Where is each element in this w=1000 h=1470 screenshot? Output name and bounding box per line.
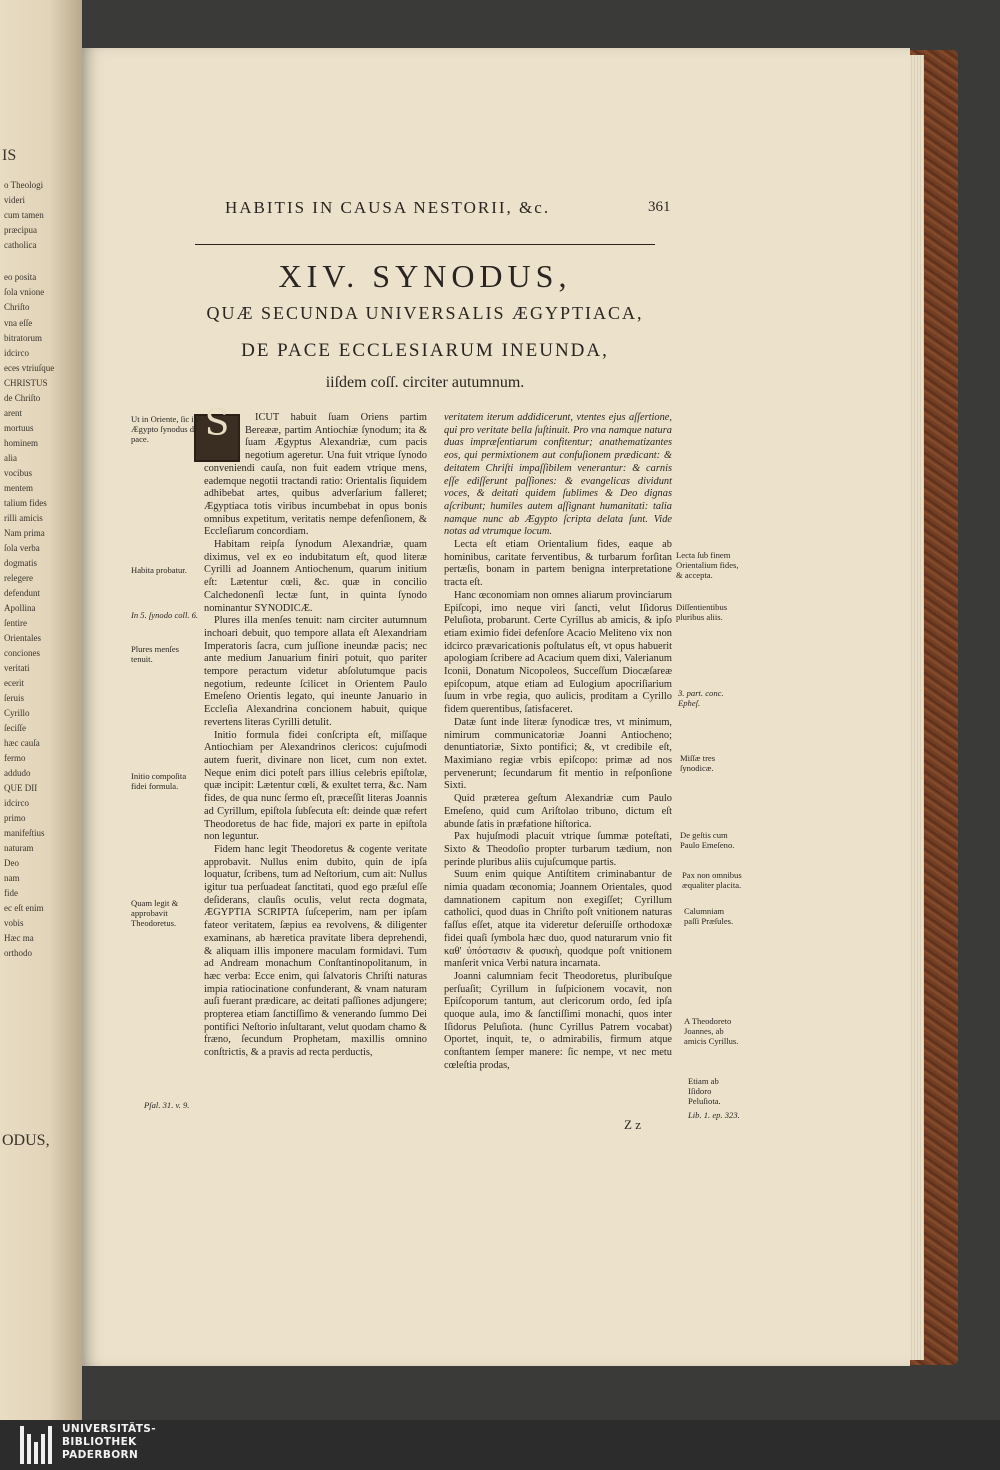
left-page-text-fragment: IS bbox=[2, 147, 17, 164]
left-page-text-fragment: vobis bbox=[4, 918, 24, 928]
left-page-edge bbox=[0, 0, 82, 1420]
left-page-text-fragment: Chriſto bbox=[4, 302, 30, 312]
left-page-text-fragment: idcirco bbox=[4, 798, 29, 808]
left-page-text-fragment: idcirco bbox=[4, 348, 29, 358]
text-column-left bbox=[204, 403, 427, 1060]
left-page-text-fragment: eo posita bbox=[4, 272, 37, 282]
left-page-text-fragment: ſeciſſe bbox=[4, 723, 26, 733]
left-page-text-fragment: cum tamen bbox=[4, 210, 44, 220]
paragraph: Hanc œconomiam non omnes aliarum provinciarum Epiſcopi, imo neque viri ſancti, velut Iſidorus Peluſiota, probarunt. Certe Cyrillus ab amicis, & ipſo etiam eximio fidei defenſore Acacio Meliteno vix non idcirco prævaricationis poſtulatus eſt, vt opus habuerit apologiam ſcribere ad Acacium quem dixi, Valerianum Iconii, Donatum Nicopoleos, Succeſſum Diocæſareæ epiſcopum, atque etiam ad Eulogium apocriſiarium ſuum in vrbe regia, quo aulicis, proditam a Cyrillo fidem querentibus, ſatisfaceret. bbox=[444, 589, 672, 716]
left-page-text-fragment: ec eſt enim bbox=[4, 903, 44, 913]
left-page-text-fragment: mortuus bbox=[4, 423, 34, 433]
left-page-text-fragment: o Theologi bbox=[4, 180, 44, 190]
running-head: HABITIS IN CAUSA NESTORII, &c. bbox=[225, 198, 551, 217]
left-page-text-fragment: hæc cauſa bbox=[4, 738, 40, 748]
paragraph: ICUT habuit ſuam Oriens partim Bereææ, partim Antiochiæ ſynodum; ita & ſuam Ægyptus Alexandriæ, cum pacis negotium ageretur. Una fuit vtrique ſynodo conveniendi cauſa, non fuit eadem vtrique mens, eademque negotii tractandi ratio: Orientalis ſiquidem adhibebat artes, quibus adverſarium falleret; Ægyptiaca totis viribus incumbebat in opus bonis omnibus expetitum, veritatis nempe defenſionem, & Eccleſiarum concordiam. bbox=[204, 412, 427, 538]
left-page-text-fragment: nam bbox=[4, 873, 20, 883]
left-page-text-fragment: catholica bbox=[4, 240, 37, 250]
paragraph: veritatem iterum addidicerunt, vtentes ejus aſſertione, qui pro veritate bella ſuſtinuit. Pro vna namque natura duas impræſentiarum confitentur; anathematizantes eos, qui permixtionem aut confuſionem prædicant: & deitatem Chriſti impaſſibilem venerantur: & carnis eſſe ediſſerunt paſſiones: & evangelicas dividunt voces, & deitati quidem ſublimes & Deo dignas aſcribunt; humiles autem aſſignant humanitati: talia namque nunc ab Ægypto ſcripta delata ſunt. Vide notas ad vtrumque locum. bbox=[444, 412, 672, 538]
left-page-text-fragment: ſeruis bbox=[4, 693, 24, 703]
left-page-text-fragment: de Chriſto bbox=[4, 393, 41, 403]
left-page-text-fragment: ODUS, bbox=[2, 1132, 50, 1149]
text-column-right bbox=[444, 412, 672, 1073]
left-page-text-fragment: ecerit bbox=[4, 678, 24, 688]
left-page-text-fragment: Cyrillo bbox=[4, 708, 30, 718]
paragraph: Initio formula fidei conſcripta eſt, miſſaque Antiochiam per Alexandrinos clericos: cujuſmodi autem fuerit, divinare non licet, cum non extet. Neque enim dici poteſt pars illius celebris epiſtolæ, quæ incipit: Lætentur cœli, & exultet terra, &c. Nam fides, de qua nunc ſermo eſt, præceſſit literas Joannis ad Cyrillum, epiſtola ſubſecuta eſt: deinde quæ refert Theodoretus de hac fide, majori ex parte in epiſtola non leguntur. bbox=[204, 729, 427, 843]
left-page-text-fragment: addudo bbox=[4, 768, 31, 778]
paragraph: Habitam reipſa ſynodum Alexandriæ, quam diximus, vel ex eo indubitatum eſt, quod literæ Cyrilli ad Joannem Antiochenum, quarum initium eſt: Lætentur cœli, &c. quæ in concilio Calchedonenſi lectæ ſunt, in quinta ſynodo nominantur SYNODICÆ. bbox=[204, 539, 427, 614]
paragraph: Quid præterea geſtum Alexandriæ cum Paulo Emeſeno, quid cum Ariſtolao tribuno, dictum eſt abunde ſatis in præfatione hiſtorica. bbox=[444, 793, 672, 830]
left-page-text-fragment: veritati bbox=[4, 663, 30, 673]
margin-note: In 5. ſynodo coll. 6. bbox=[131, 610, 199, 620]
left-page-text-fragment: dogmatis bbox=[4, 558, 37, 568]
paragraph: Plures illa menſes tenuit: nam circiter autumnum inchoari debuit, quo tempore allata eſt Alexandriam Imperatoris ſacra, cum juſſione ineundæ pacis; nec ante medium Januarium finiri potuit, quo pariter tempore peractum videtur abſolutumque pacis negotium, redeunte ſcilicet in Orientem Paulo Emeſeno Orientis legato, qui ineunte Januario in Eccleſia Alexandrina concionem habuit, quique revertens literas Cyrilli detulit. bbox=[204, 615, 427, 728]
left-page-text-fragment: alia bbox=[4, 453, 17, 463]
left-page-text-fragment: præcipua bbox=[4, 225, 37, 235]
left-page-text-fragment: Orientales bbox=[4, 633, 41, 643]
margin-note: Pſal. 31. v. 9. bbox=[144, 1100, 190, 1110]
margin-note: Initio compoſita fidei formula. bbox=[131, 771, 187, 791]
left-page-text-fragment: Nam prima bbox=[4, 528, 45, 538]
left-page-text-fragment: relegere bbox=[4, 573, 33, 583]
left-page-text-fragment: Hæc ma bbox=[4, 933, 34, 943]
margin-note: Etiam ab Iſidoro Peluſiota. bbox=[688, 1076, 721, 1106]
margin-note: Lib. 1. ep. 323. bbox=[688, 1110, 740, 1120]
margin-note: Miſſæ tres ſynodicæ. bbox=[680, 753, 716, 773]
left-page-text-fragment: QUE DII bbox=[4, 783, 38, 793]
left-page-text-fragment: fide bbox=[4, 888, 18, 898]
paragraph: Lecta eſt etiam Orientalium fides, eaque ab hominibus, caritate ferventibus, & turbarum forſitan pertæſis, bonam in partem benigna interpretatione tracta eſt. bbox=[444, 539, 672, 589]
title-line-2: QUÆ SECUNDA UNIVERSALIS ÆGYPTIACA, bbox=[206, 303, 644, 323]
left-page-text-fragment: Apollina bbox=[4, 603, 36, 613]
left-page-text-fragment: vocibus bbox=[4, 468, 32, 478]
left-page-text-fragment: primo bbox=[4, 813, 26, 823]
left-page-text-fragment: conciones bbox=[4, 648, 40, 658]
title-line-3: DE PACE ECCLESIARUM INEUNDA, bbox=[241, 340, 609, 361]
margin-note: Plures menſes tenuit. bbox=[131, 644, 179, 664]
left-page-text-fragment: hominem bbox=[4, 438, 38, 448]
signature-mark: Z z bbox=[624, 1117, 641, 1132]
paragraph: Joanni calumniam fecit Theodoretus, pluribuſque perſuaſit; Cyrillum in ſuſpicionem vocavit, non Epiſcoporum tantum, aut clericorum ordo, ſed ipſa quoque aula, imo & ſanctiſſimi monachi, quos inter Iſidorus Peluſiota. (hunc Cyrillus Patrem vocabat) Oportet, inquit, te, o admirabilis, firmum atque conſtantem ſemper manere: ſic nempe, vt nec metu cœleſtia prodas, bbox=[444, 970, 672, 1071]
left-page-text-fragment: Deo bbox=[4, 858, 19, 868]
left-page-text-fragment: bitratorum bbox=[4, 333, 42, 343]
margin-note: Lecta ſub finem Orientalium fides, & accepta. bbox=[676, 550, 739, 580]
left-page-text-fragment: fermo bbox=[4, 753, 26, 763]
left-page-text-fragment: defendunt bbox=[4, 588, 40, 598]
paragraph: Fidem hanc legit Theodoretus & cogente veritate approbavit. Nullus enim dubito, quin de ipſa loquatur, ſcribens, tum ad Neſtorium, cum ait: Nullus igitur tua perſuadeat ſanctitati, quod ego præſul eſſe deſiderans, clauſis oculis, velut recta dogmata, ÆGYPTIA SCRIPTA ſuſceperim, nam per ipſam fateor veritatem, ſæpius ea revolvens, & diligenter examinans, ab hæretica pravitate libera deprehendi, & aliquam illis imponere maculam formidavi. Tum ad Andream monachum Conſtantinopolitanum, in hæc verba: Ecce enim, qui ſalvatoris Chriſti naturas impia ratiocinatione confunderant, & vnam naturam auſi fuerant prædicare, ac deitati paſſiones adjungere; propterea etiam ſanctiſſimo & venerando ſummo Dei pontifici Neſtorio inſultarant, velut quodam chamo & fræno, ſecundum Prophetam, maxillis omnino conſtrictis, & a pravis ad recta perductis, bbox=[204, 843, 427, 1059]
margin-note: 3. part. conc. Epheſ. bbox=[678, 688, 724, 708]
margin-note: Diſſentientibus pluribus aliis. bbox=[676, 602, 728, 622]
library-logo-text: UNIVERSITÄTS- BIBLIOTHEK PADERBORN bbox=[62, 1423, 157, 1461]
margin-note: A Theodoreto Joannes, ab amicis Cyrillus. bbox=[684, 1016, 739, 1046]
left-page-text-fragment: manifeſtius bbox=[4, 828, 45, 838]
left-page-text-fragment: ſola vnione bbox=[4, 287, 45, 297]
left-page-text-fragment: naturam bbox=[4, 843, 34, 853]
margin-note: Quam legit & approbavit Theodoretus. bbox=[131, 898, 179, 928]
left-page-text-fragment: ſola verba bbox=[4, 543, 40, 553]
left-page-text-fragment: vna eſſe bbox=[4, 318, 33, 328]
paragraph: Pax hujuſmodi placuit vtrique ſummæ poteſtati, Sixto & Theodoſio propter turbarum tædium, non perinde pluribus aliis cujuſcumque partis. bbox=[444, 831, 672, 868]
margin-note: Pax non omnibus æqualiter placita. bbox=[682, 870, 742, 890]
margin-note: Ut in Oriente, ſic in Ægypto ſynodus de pace. bbox=[131, 414, 199, 444]
left-page-text-fragment: mentem bbox=[4, 483, 33, 493]
head-rule bbox=[195, 244, 655, 245]
page-number: 361 bbox=[648, 199, 671, 215]
library-logo-icon bbox=[20, 1426, 52, 1464]
title-line-4: iiſdem coſſ. circiter autumnum. bbox=[325, 374, 525, 391]
left-page-text-fragment: videri bbox=[4, 195, 25, 205]
paragraph: Datæ ſunt inde literæ ſynodicæ tres, vt minimum, nimirum communicatoriæ Joanni Antiocheno; denuntiatoriæ, Sixto pontifici; &, vt credibile eſt, Maximiano regiæ vrbis epiſcopo: primæ ad nos pervenerunt; ſecundarum fit mentio in reſponſione Sixti. bbox=[444, 716, 672, 792]
left-page-text-fragment: arent bbox=[4, 408, 22, 418]
left-page-text-fragment: rilli amicis bbox=[4, 513, 43, 523]
left-page-text-fragment: talium fides bbox=[4, 498, 47, 508]
left-page-text-fragment: CHRISTUS bbox=[4, 378, 48, 388]
margin-note: Habita probatur. bbox=[131, 565, 187, 575]
paragraph: Suum enim quique Antiſtitem criminabantur de nimia quadam œconomia; Joannem Orientales, quod damnationem capitum non exegiſſet; Cyrillum catholici, quod duas in Chriſto poſt vnitionem naturas faſſus eſſet, atque ita videretur deſeruiſſe orthodoxæ fidei quaſi ſymbola hæc duo, quod naturarum vnio fit καθ' ὑπόστασιν & φυσικὴ, quodque poſt vnitionem manſerit vnica Verbi natura incarnata. bbox=[444, 869, 672, 970]
drop-cap: S bbox=[194, 414, 240, 462]
left-page-text-fragment: ſentire bbox=[4, 618, 27, 628]
left-page-text-fragment: eces vtriuſque bbox=[4, 363, 55, 373]
title-line-1: XIV. SYNODUS, bbox=[278, 258, 572, 294]
margin-note: Calumniam paſſi Præſules. bbox=[684, 906, 734, 926]
margin-note: De geſtis cum Paulo Emeſeno. bbox=[680, 830, 735, 850]
left-page-text-fragment: orthodo bbox=[4, 948, 32, 958]
